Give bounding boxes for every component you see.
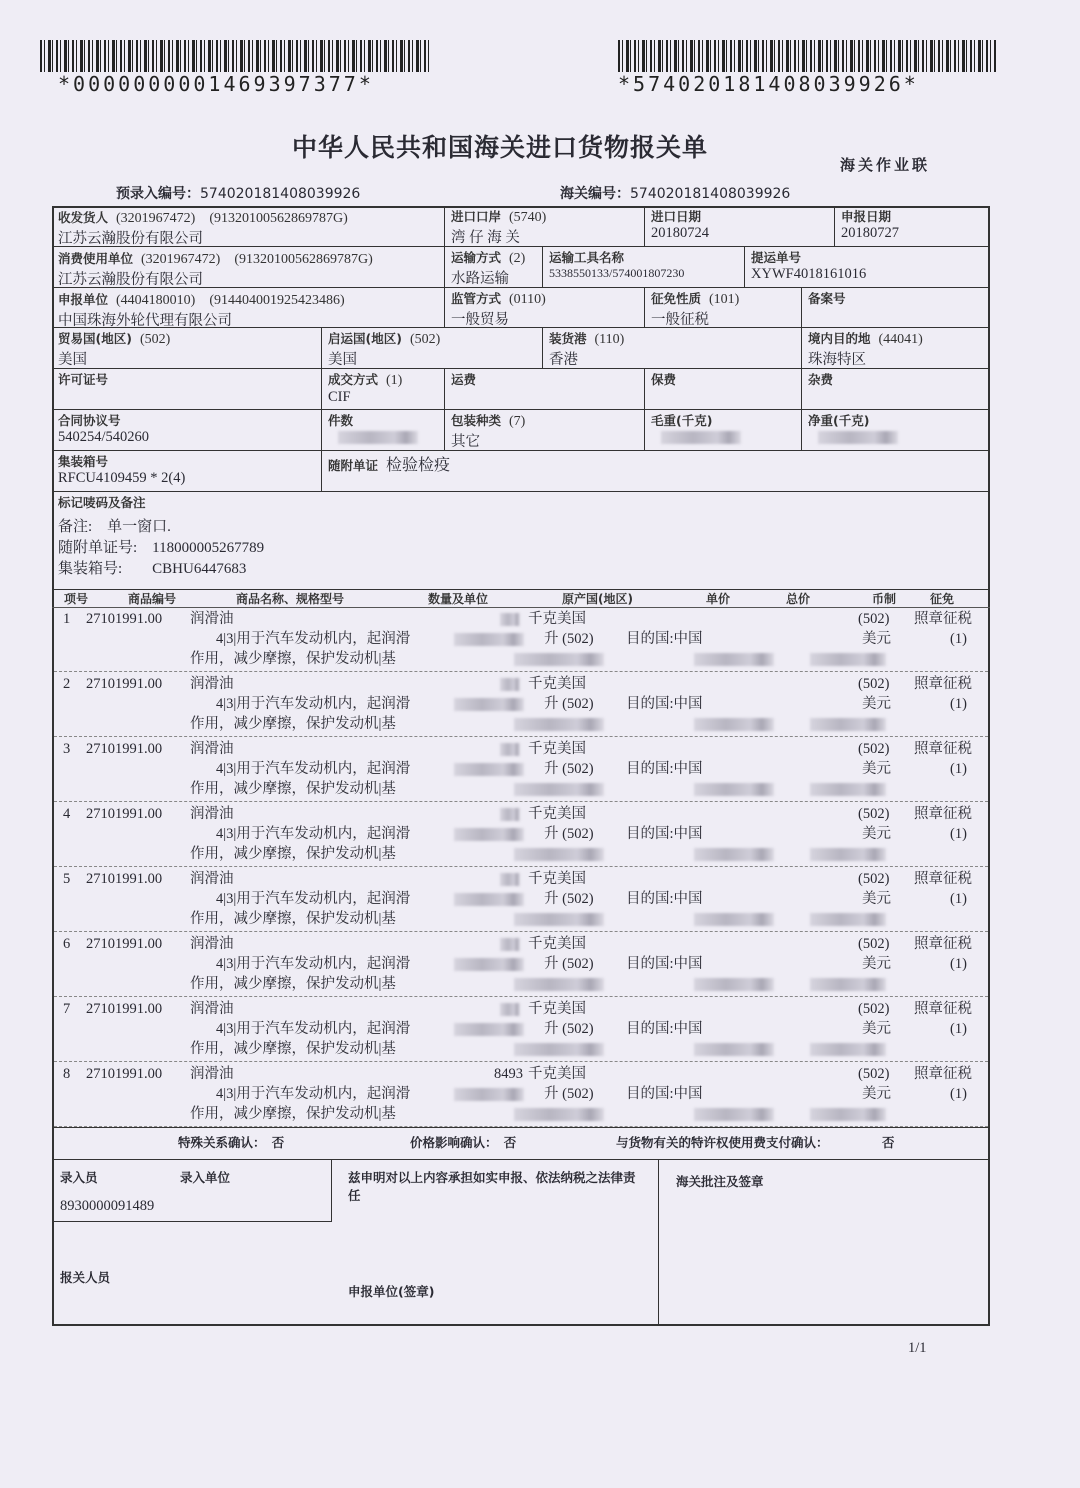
- field-net: [802, 410, 990, 451]
- field-pack-type: [445, 410, 645, 451]
- price-impact-confirm: 价格影响确认： 否: [410, 1135, 517, 1150]
- pre-entry-label: 预录入编号：: [116, 186, 200, 202]
- entry-unit-label: 录入单位: [180, 1170, 231, 1185]
- column-header: 商品名称、规格型号: [236, 592, 345, 606]
- item-unit: 千克美国: [528, 741, 586, 757]
- packages-redacted: [338, 431, 418, 444]
- pack-type-code: (7): [509, 414, 526, 429]
- item-spec: 作用，减少摩擦，保护发动机|基: [190, 976, 396, 992]
- field-gross: [645, 410, 802, 451]
- consumer-code: (3201967472) (91320100562869787G): [141, 252, 373, 267]
- item-unit: 千克美国: [528, 1066, 586, 1082]
- net-label: 净重(千克): [808, 413, 870, 428]
- declarant-value: 中国珠海外轮代理有限公司: [58, 313, 232, 328]
- field-insurance: [645, 369, 802, 410]
- item-quantity: 8493: [494, 1066, 523, 1082]
- field-declare-date: [835, 206, 990, 247]
- item-levy: 照章征税: [914, 1001, 972, 1017]
- consignee-code: (3201967472) (91320100562869787G): [116, 211, 348, 226]
- item-name: 润滑油: [190, 1001, 234, 1017]
- trade-country-value: 美国: [58, 352, 87, 368]
- customs-number: [560, 183, 790, 203]
- table-row: [54, 737, 988, 802]
- field-levy-nature: [645, 288, 802, 328]
- item-unit2: 升 (502): [544, 1021, 594, 1037]
- column-header: 总价: [786, 592, 811, 606]
- field-packages: [322, 410, 445, 451]
- pack-type-label: 包装种类 (7): [451, 413, 526, 429]
- item-name: 润滑油: [190, 806, 234, 822]
- item-levy: 照章征税: [914, 1066, 972, 1082]
- field-misc: [802, 369, 990, 410]
- unit-price-redacted: [694, 783, 774, 796]
- supervision-code: (0110): [509, 292, 546, 307]
- field-port: [445, 206, 645, 247]
- bill-value: XYWF4018161016: [751, 266, 867, 282]
- destination-label: 境内目的地 (44041): [808, 331, 923, 347]
- supervision-value: 一般贸易: [451, 312, 509, 328]
- item-spec: 作用，减少摩擦，保护发动机|基: [190, 651, 396, 667]
- port-label: 进口口岸 (5740): [451, 209, 547, 225]
- item-quantity-redacted: [500, 938, 520, 951]
- field-consignee: [52, 206, 445, 247]
- levy-nature-value: 一般征税: [651, 312, 709, 328]
- item-destination: 目的国:中国: [626, 956, 703, 972]
- item-name: 润滑油: [190, 1066, 234, 1082]
- item-spec: 4|3|用于汽车发动机内，起润滑: [216, 891, 411, 907]
- item-levy-code: (1): [950, 696, 967, 712]
- declarant-code: (4404180010) (914404001925423486): [116, 293, 345, 308]
- item-quantity3-redacted: [514, 718, 604, 731]
- misc-label: 杂费: [808, 372, 834, 387]
- item-currency: 美元: [862, 631, 891, 647]
- field-vessel: [543, 247, 745, 288]
- item-destination: 目的国:中国: [626, 761, 703, 777]
- item-code: 27101991.00: [86, 1066, 163, 1082]
- copy-label: 海关作业联: [840, 156, 931, 174]
- levy-nature-label: 征免性质 (101): [651, 291, 740, 307]
- item-no: 1: [63, 611, 71, 627]
- gross-label: 毛重(千克): [651, 413, 713, 428]
- item-currency-code: (502): [858, 1001, 890, 1017]
- item-unit2: 升 (502): [544, 826, 594, 842]
- item-unit2: 升 (502): [544, 956, 594, 972]
- table-row: [54, 672, 988, 737]
- item-destination: 目的国:中国: [626, 891, 703, 907]
- barcode-left: [40, 40, 430, 72]
- deal-mode-value: CIF: [328, 389, 351, 405]
- field-container: [52, 451, 322, 492]
- barcode-right: [618, 40, 996, 72]
- item-code: 27101991.00: [86, 741, 163, 757]
- import-date-value: 20180724: [651, 225, 709, 241]
- column-header: 征免: [930, 592, 955, 606]
- item-quantity3-redacted: [514, 653, 604, 666]
- seal-label: 申报单位(签章): [348, 1284, 435, 1299]
- consumer-label: 消费使用单位 (3201967472) (91320100562869787G): [58, 251, 373, 267]
- item-currency: 美元: [862, 956, 891, 972]
- total-price-redacted: [810, 978, 886, 991]
- bill-label: 提运单号: [751, 250, 802, 265]
- pre-entry-value: 574020181408039926: [200, 186, 361, 202]
- entry-clerk-box: [52, 1160, 332, 1222]
- trade-country-code: (502): [139, 332, 171, 347]
- item-code: 27101991.00: [86, 806, 163, 822]
- item-currency: 美元: [862, 696, 891, 712]
- column-header: 项号: [64, 592, 89, 606]
- item-no: 3: [63, 741, 71, 757]
- field-contract: [52, 410, 322, 451]
- item-levy-code: (1): [950, 631, 967, 647]
- unit-price-redacted: [694, 653, 774, 666]
- port-code: (5740): [509, 210, 547, 225]
- total-price-redacted: [810, 913, 886, 926]
- insurance-label: 保费: [651, 372, 677, 387]
- departure-country-code: (502): [409, 332, 441, 347]
- item-name: 润滑油: [190, 871, 234, 887]
- item-spec: 4|3|用于汽车发动机内，起润滑: [216, 696, 411, 712]
- item-levy-code: (1): [950, 891, 967, 907]
- item-quantity2-redacted: [454, 698, 524, 711]
- total-price-redacted: [810, 1043, 886, 1056]
- item-quantity-redacted: [500, 613, 520, 626]
- item-levy-code: (1): [950, 956, 967, 972]
- loading-port-code: (110): [594, 332, 625, 347]
- documents-value: 检验检疫: [386, 457, 451, 474]
- entry-clerk-label: 录入员: [60, 1170, 98, 1185]
- item-spec: 4|3|用于汽车发动机内，起润滑: [216, 1021, 411, 1037]
- field-transport-mode: [445, 247, 543, 288]
- deal-mode-label: 成交方式 (1): [328, 372, 403, 388]
- loading-port-value: 香港: [549, 352, 578, 368]
- levy-nature-code: (101): [709, 292, 740, 307]
- item-quantity3-redacted: [514, 1108, 604, 1121]
- item-code: 27101991.00: [86, 676, 163, 692]
- item-currency: 美元: [862, 1021, 891, 1037]
- item-name: 润滑油: [190, 611, 234, 627]
- broker-label: 报关人员: [60, 1270, 111, 1285]
- unit-price-redacted: [694, 1108, 774, 1121]
- item-destination: 目的国:中国: [626, 1021, 703, 1037]
- documents-label: 随附单证: [328, 458, 379, 473]
- document-title: 中华人民共和国海关进口货物报关单: [291, 133, 708, 162]
- barcode-left-text: *0000000001469397377*: [58, 72, 374, 96]
- field-trade-country: [52, 328, 322, 369]
- unit-price-redacted: [694, 718, 774, 731]
- field-departure-country: [322, 328, 543, 369]
- item-quantity2-redacted: [454, 763, 524, 776]
- special-relation-confirm: 特殊关系确认： 否: [178, 1135, 285, 1150]
- field-consumer: [52, 247, 445, 288]
- total-price-redacted: [810, 718, 886, 731]
- item-quantity-redacted: [500, 743, 520, 756]
- legal-statement: 兹申明对以上内容承担如实申报、依法纳税之法律责任: [348, 1170, 636, 1203]
- consumer-value: 江苏云瀚股份有限公司: [58, 272, 203, 288]
- item-currency-code: (502): [858, 936, 890, 952]
- license-label: 许可证号: [58, 372, 109, 387]
- page-number: 1/1: [908, 1340, 927, 1356]
- destination-value: 珠海特区: [808, 352, 866, 368]
- item-quantity2-redacted: [454, 958, 524, 971]
- item-unit: 千克美国: [528, 806, 586, 822]
- declare-date-label: 申报日期: [841, 209, 892, 224]
- item-currency-code: (502): [858, 676, 890, 692]
- supervision-label: 监管方式 (0110): [451, 291, 546, 307]
- item-quantity2-redacted: [454, 1023, 524, 1036]
- item-no: 5: [63, 871, 71, 887]
- item-levy: 照章征税: [914, 936, 972, 952]
- item-unit2: 升 (502): [544, 631, 594, 647]
- item-levy: 照章征税: [914, 806, 972, 822]
- item-unit: 千克美国: [528, 676, 586, 692]
- packages-label: 件数: [328, 413, 354, 428]
- import-date-label: 进口日期: [651, 209, 702, 224]
- item-no: 8: [63, 1066, 71, 1082]
- item-spec: 4|3|用于汽车发动机内，起润滑: [216, 1086, 411, 1102]
- item-levy: 照章征税: [914, 676, 972, 692]
- destination-code: (44041): [878, 332, 923, 347]
- transport-mode-code: (2): [509, 251, 526, 266]
- field-documents: [322, 451, 990, 492]
- customs-no-value: 574020181408039926: [630, 186, 791, 202]
- deal-mode-code: (1): [386, 373, 403, 388]
- item-currency-code: (502): [858, 806, 890, 822]
- trade-country-label: 贸易国(地区) (502): [58, 331, 171, 347]
- item-spec: 作用，减少摩擦，保护发动机|基: [190, 781, 396, 797]
- field-supervision: [445, 288, 645, 328]
- transport-mode-label: 运输方式 (2): [451, 250, 526, 266]
- entry-number: 8930000091489: [60, 1198, 155, 1214]
- marks-line: 备注: 单一窗口.: [58, 519, 171, 535]
- field-destination: [802, 328, 990, 369]
- item-code: 27101991.00: [86, 611, 163, 627]
- item-name: 润滑油: [190, 741, 234, 757]
- consignee-label: 收发货人 (3201967472) (91320100562869787G): [58, 210, 348, 226]
- marks-label: 标记唛码及备注: [58, 495, 146, 510]
- item-quantity-redacted: [500, 808, 520, 821]
- item-quantity3-redacted: [514, 978, 604, 991]
- transport-mode-value: 水路运输: [451, 271, 509, 287]
- table-row: [54, 1062, 988, 1127]
- field-freight: [445, 369, 645, 410]
- container-value: RFCU4109459 * 2(4): [58, 470, 186, 486]
- item-destination: 目的国:中国: [626, 631, 703, 647]
- item-unit2: 升 (502): [544, 891, 594, 907]
- item-code: 27101991.00: [86, 936, 163, 952]
- item-spec: 4|3|用于汽车发动机内，起润滑: [216, 826, 411, 842]
- item-spec: 作用，减少摩擦，保护发动机|基: [190, 1106, 396, 1122]
- item-spec: 作用，减少摩擦，保护发动机|基: [190, 911, 396, 927]
- item-levy-code: (1): [950, 761, 967, 777]
- item-quantity3-redacted: [514, 913, 604, 926]
- item-destination: 目的国:中国: [626, 1086, 703, 1102]
- royalty-confirm: 与货物有关的特许权使用费支付确认：: [616, 1135, 829, 1150]
- item-levy-code: (1): [950, 1021, 967, 1037]
- declarant-label: 申报单位 (4404180010) (914404001925423486): [58, 292, 345, 308]
- item-currency-code: (502): [858, 741, 890, 757]
- pre-entry-number: [116, 183, 360, 203]
- consignee-value: 江苏云瀚股份有限公司: [58, 231, 203, 247]
- item-currency: 美元: [862, 891, 891, 907]
- item-destination: 目的国:中国: [626, 696, 703, 712]
- item-quantity3-redacted: [514, 783, 604, 796]
- item-spec: 作用，减少摩擦，保护发动机|基: [190, 846, 396, 862]
- field-record-no: [802, 288, 990, 328]
- unit-price-redacted: [694, 1043, 774, 1056]
- field-license: [52, 369, 322, 410]
- item-quantity2-redacted: [454, 1088, 524, 1101]
- item-destination: 目的国:中国: [626, 826, 703, 842]
- net-redacted: [818, 431, 898, 444]
- item-spec: 4|3|用于汽车发动机内，起润滑: [216, 631, 411, 647]
- item-unit: 千克美国: [528, 1001, 586, 1017]
- table-row: [54, 867, 988, 932]
- confirmations: [52, 1127, 990, 1160]
- table-row: [54, 997, 988, 1062]
- barcode-right-text: *574020181408039926*: [618, 72, 919, 96]
- item-currency-code: (502): [858, 1066, 890, 1082]
- field-deal-mode: [322, 369, 445, 410]
- marks-line: 随附单证号: 118000005267789: [58, 540, 265, 556]
- pack-type-value: 其它: [451, 434, 480, 450]
- column-header: 数量及单位: [428, 592, 489, 606]
- contract-label: 合同协议号: [58, 413, 121, 428]
- field-loading-port: [543, 328, 802, 369]
- item-unit2: 升 (502): [544, 696, 594, 712]
- item-name: 润滑油: [190, 676, 234, 692]
- marks-line: 集装箱号: CBHU6447683: [58, 561, 247, 577]
- column-header: 单价: [706, 592, 731, 606]
- item-unit2: 升 (502): [544, 761, 594, 777]
- customs-note-label: 海关批注及签章: [676, 1174, 764, 1189]
- loading-port-label: 装货港 (110): [549, 331, 625, 347]
- item-quantity2-redacted: [454, 633, 524, 646]
- item-quantity3-redacted: [514, 1043, 604, 1056]
- item-currency-code: (502): [858, 871, 890, 887]
- container-label: 集装箱号: [58, 454, 109, 469]
- departure-country-value: 美国: [328, 352, 357, 368]
- item-levy: 照章征税: [914, 871, 972, 887]
- item-levy: 照章征税: [914, 611, 972, 627]
- table-row: [54, 607, 988, 672]
- item-unit: 千克美国: [528, 611, 586, 627]
- item-quantity-redacted: [500, 1003, 520, 1016]
- item-code: 27101991.00: [86, 1001, 163, 1017]
- table-row: [54, 932, 988, 997]
- vessel-label: 运输工具名称: [549, 250, 625, 265]
- contract-value: 540254/540260: [58, 429, 150, 445]
- item-no: 2: [63, 676, 71, 692]
- item-quantity-redacted: [500, 873, 520, 886]
- royalty-confirm-value: 否: [882, 1135, 895, 1150]
- vessel-value: 5338550133/574001807230: [549, 266, 685, 280]
- item-unit: 千克美国: [528, 871, 586, 887]
- item-quantity2-redacted: [454, 893, 524, 906]
- item-no: 7: [63, 1001, 71, 1017]
- item-no: 4: [63, 806, 71, 822]
- unit-price-redacted: [694, 978, 774, 991]
- total-price-redacted: [810, 1108, 886, 1121]
- item-quantity3-redacted: [514, 848, 604, 861]
- item-quantity2-redacted: [454, 828, 524, 841]
- freight-label: 运费: [451, 372, 477, 387]
- item-no: 6: [63, 936, 71, 952]
- column-header: 商品编号: [128, 592, 177, 606]
- column-header: 币制: [872, 592, 897, 606]
- item-currency: 美元: [862, 826, 891, 842]
- total-price-redacted: [810, 653, 886, 666]
- item-spec: 4|3|用于汽车发动机内，起润滑: [216, 761, 411, 777]
- item-name: 润滑油: [190, 936, 234, 952]
- item-currency-code: (502): [858, 611, 890, 627]
- marks-section: [52, 492, 990, 590]
- customs-no-label: 海关编号：: [560, 186, 630, 202]
- item-currency: 美元: [862, 1086, 891, 1102]
- item-spec: 作用，减少摩擦，保护发动机|基: [190, 1041, 396, 1057]
- item-currency: 美元: [862, 761, 891, 777]
- total-price-redacted: [810, 783, 886, 796]
- item-unit: 千克美国: [528, 936, 586, 952]
- field-import-date: [645, 206, 835, 247]
- item-spec: 4|3|用于汽车发动机内，起润滑: [216, 956, 411, 972]
- gross-redacted: [661, 431, 741, 444]
- record-no-label: 备案号: [808, 291, 846, 306]
- field-declarant: [52, 288, 445, 328]
- table-row: [54, 802, 988, 867]
- item-quantity-redacted: [500, 678, 520, 691]
- departure-country-label: 启运国(地区) (502): [328, 331, 441, 347]
- total-price-redacted: [810, 848, 886, 861]
- item-levy: 照章征税: [914, 741, 972, 757]
- item-unit2: 升 (502): [544, 1086, 594, 1102]
- declare-date-value: 20180727: [841, 225, 899, 241]
- unit-price-redacted: [694, 848, 774, 861]
- column-header: 原产国(地区): [562, 592, 633, 606]
- item-code: 27101991.00: [86, 871, 163, 887]
- unit-price-redacted: [694, 913, 774, 926]
- item-levy-code: (1): [950, 826, 967, 842]
- field-bill: [745, 247, 990, 288]
- item-levy-code: (1): [950, 1086, 967, 1102]
- port-value: 湾 仔 海 关: [451, 230, 520, 246]
- item-spec: 作用，减少摩擦，保护发动机|基: [190, 716, 396, 732]
